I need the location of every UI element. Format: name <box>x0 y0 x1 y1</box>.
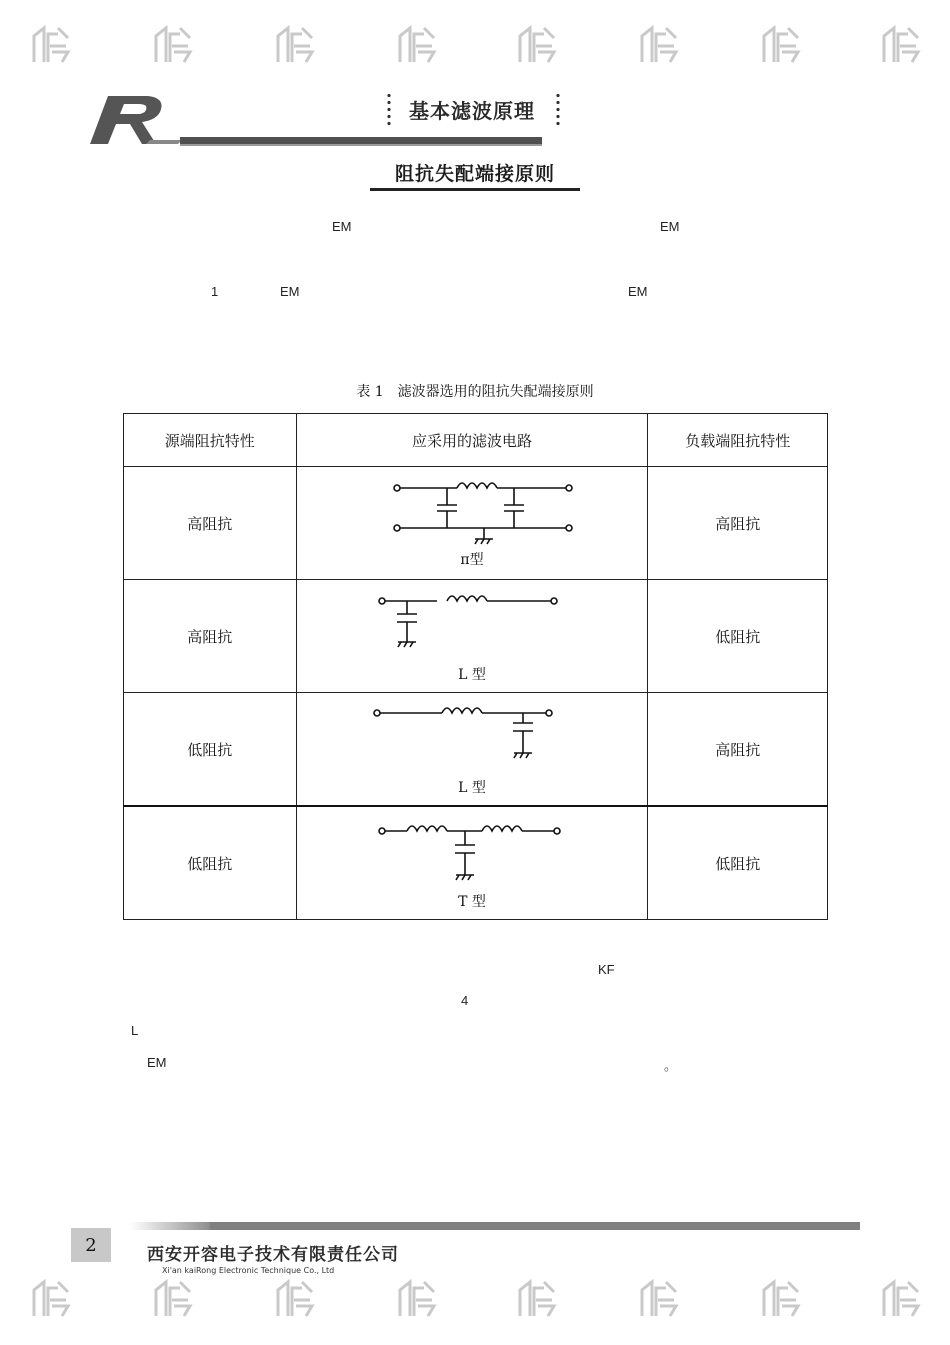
footer-rule <box>210 1222 860 1230</box>
watermark-icon <box>150 1276 196 1322</box>
table-row <box>124 693 828 807</box>
table-header-row <box>124 414 828 467</box>
body-fragment: KF <box>598 962 615 977</box>
load-impedance-cell: 低阻抗 <box>648 580 828 693</box>
header-title: 基本滤波原理 <box>409 98 535 123</box>
table-header-cell: 源端阻抗特性 <box>124 414 297 467</box>
header-dots-right <box>555 92 561 128</box>
header-rule <box>180 137 542 144</box>
section-subtitle: 阻抗失配端接原则 <box>370 162 580 191</box>
body-fragment: EM <box>280 284 300 299</box>
watermark-icon <box>514 22 560 68</box>
watermark-icon <box>150 22 196 68</box>
source-impedance-cell: 低阻抗 <box>124 693 297 807</box>
body-fragment: EM <box>147 1055 167 1070</box>
footer-rule-fade <box>130 1222 220 1230</box>
impedance-table <box>123 413 828 920</box>
source-impedance-cell: 高阻抗 <box>124 467 297 580</box>
body-fragment: EM <box>660 219 680 234</box>
body-fragment: 1 <box>211 284 219 299</box>
table-header-cell: 负载端阻抗特性 <box>648 414 828 467</box>
body-fragment: 。 <box>664 1058 678 1073</box>
watermark-icon <box>394 22 440 68</box>
page-number: 2 <box>71 1228 111 1262</box>
filter-circuit-cell <box>296 693 648 807</box>
watermark-icon <box>28 22 74 68</box>
body-fragment: 4 <box>461 993 469 1008</box>
table-row <box>124 467 828 580</box>
watermark-icon <box>878 1276 924 1322</box>
watermark-icon <box>514 1276 560 1322</box>
filter-circuit-cell <box>296 467 648 580</box>
watermark-icon <box>636 1276 682 1322</box>
load-impedance-cell: 高阻抗 <box>648 467 828 580</box>
kr-logo-icon <box>86 92 186 148</box>
filter-circuit-cell <box>296 580 648 693</box>
filter-type-label: T 型 <box>458 894 486 910</box>
watermark-icon <box>758 22 804 68</box>
source-impedance-cell: 高阻抗 <box>124 580 297 693</box>
watermark-icon <box>394 1276 440 1322</box>
filter-circuit-cell <box>296 806 648 920</box>
watermark-icon <box>878 22 924 68</box>
body-fragment: L <box>131 1023 139 1038</box>
body-fragment: EM <box>332 219 352 234</box>
load-impedance-cell: 高阻抗 <box>648 693 828 807</box>
filter-type-label: L 型 <box>458 667 486 683</box>
load-impedance-cell: 低阻抗 <box>648 806 828 920</box>
watermark-icon <box>758 1276 804 1322</box>
source-impedance-cell: 低阻抗 <box>124 806 297 920</box>
table-header-cell: 应采用的滤波电路 <box>296 414 648 467</box>
company-name: 西安开容电子技术有限责任公司 <box>147 1245 399 1265</box>
table-row <box>124 806 828 920</box>
table-row <box>124 580 828 693</box>
watermark-icon <box>28 1276 74 1322</box>
filter-type-label: L 型 <box>458 780 486 796</box>
watermark-icon <box>272 1276 318 1322</box>
header-rule-light <box>180 144 542 146</box>
filter-type-label: π型 <box>460 552 484 568</box>
watermark-icon <box>272 22 318 68</box>
table-caption: 表 1 滤波器选用的阻抗失配端接原则 <box>356 384 594 400</box>
watermark-icon <box>636 22 682 68</box>
body-fragment: EM <box>628 284 648 299</box>
company-name-en: Xi'an kaiRong Electronic Technique Co., Ltd <box>162 1266 335 1275</box>
